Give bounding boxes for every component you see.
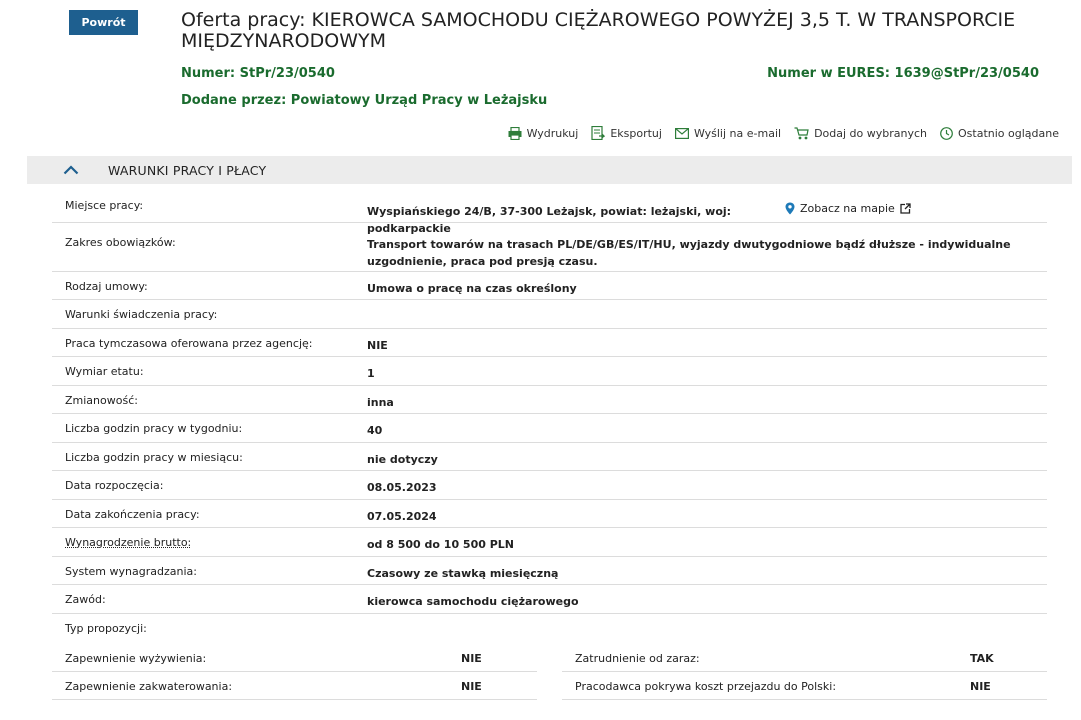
extra-value: NIE — [461, 680, 482, 693]
row-value: nie dotyczy — [367, 452, 438, 466]
extra-row — [562, 644, 1047, 672]
table-row — [52, 557, 1047, 586]
table-row — [52, 329, 1047, 358]
table-row — [52, 194, 1047, 235]
table-row — [52, 386, 1047, 415]
added-by-value: Powiatowy Urząd Pracy w Leżajsku — [290, 93, 548, 108]
table-row — [52, 471, 1047, 500]
extra-row — [52, 672, 537, 700]
row-label: Zmianowość: — [65, 393, 138, 407]
extra-label: Zapewnienie wyżywienia: — [65, 652, 207, 665]
eures-number: Numer w EURES: 1639@StPr/23/0540 — [767, 66, 1039, 81]
extra-row — [52, 644, 537, 672]
row-value: 1 — [367, 367, 375, 380]
row-value: 07.05.2024 — [367, 509, 437, 523]
print-label: Wydrukuj — [526, 126, 579, 140]
row-value: NIE — [367, 338, 388, 352]
table-row — [52, 223, 1047, 272]
row-value: 40 — [367, 424, 383, 437]
row-label: Data rozpoczęcia: — [65, 479, 164, 492]
row-label: Praca tymczasowa oferowana przez agencję: — [65, 336, 313, 350]
row-label: Warunki świadczenia pracy: — [65, 308, 218, 321]
table-row — [52, 414, 1047, 443]
row-label: Rodzaj umowy: — [65, 279, 148, 293]
extra-label: Zatrudnienie od zaraz: — [575, 652, 700, 665]
action-toolbar — [508, 126, 1059, 140]
extra-value: TAK — [970, 652, 994, 665]
row-value: kierowca samochodu ciężarowego — [367, 595, 579, 608]
section-title: WARUNKI PRACY I PŁACY — [108, 162, 267, 178]
email-label: Wyślij na e-mail — [693, 126, 782, 140]
map-pin-icon — [785, 202, 795, 215]
added-by — [181, 93, 547, 108]
extra-value: NIE — [970, 680, 991, 693]
export-label: Eksportuj — [610, 126, 662, 140]
chevron-up-icon[interactable] — [63, 165, 79, 175]
details-table — [52, 194, 1047, 642]
printer-icon — [508, 127, 522, 140]
envelope-icon — [675, 128, 689, 139]
table-row — [52, 500, 1047, 529]
page-title: Oferta pracy: KIEROWCA SAMOCHODU CIĘŻAROWEGO POWYŻEJ 3,5 T. W TRANSPORCIE MIĘDZYNARODOWYM — [181, 9, 1016, 52]
row-value: Wyspiańskiego 24/B, 37-300 Leżajsk, powiat: leżajski, woj: podkarpackie — [367, 205, 732, 235]
row-value: Umowa o pracę na czas określony — [367, 281, 577, 295]
table-row — [52, 300, 1047, 329]
row-value: 08.05.2023 — [367, 481, 437, 494]
extra-label: Pracodawca pokrywa koszt przejazdu do Polski: — [575, 680, 837, 693]
salary-label-tooltip[interactable]: Wynagrodzenie brutto: — [65, 536, 192, 549]
row-value: od 8 500 do 10 500 PLN — [367, 538, 515, 551]
row-label: Liczba godzin pracy w tygodniu: — [65, 422, 243, 435]
table-row — [52, 357, 1047, 386]
offer-number: Numer: StPr/23/0540 — [181, 66, 335, 81]
favorite-action[interactable] — [794, 126, 927, 140]
table-row — [52, 272, 1047, 301]
clock-icon — [940, 127, 953, 140]
favorite-label: Dodaj do wybranych — [814, 126, 928, 140]
print-action[interactable] — [508, 126, 579, 140]
row-label: Wymiar etatu: — [65, 365, 144, 378]
row-label: Zawód: — [65, 593, 106, 606]
export-icon — [591, 126, 605, 140]
cart-icon — [794, 127, 809, 140]
table-row — [52, 443, 1047, 472]
row-label: Typ propozycji: — [65, 621, 147, 635]
row-value: Transport towarów na trasach PL/DE/GB/ES/IT/HU, wyjazdy dwutygodniowe bądź dłuższe - indywidualne uzgodnienie, praca pod presją czasu. — [367, 237, 1011, 268]
extra-value: NIE — [461, 652, 482, 665]
added-by-label: Dodane przez: — [181, 93, 287, 108]
extra-row — [562, 672, 1047, 700]
external-link-icon — [900, 203, 911, 214]
extra-label: Zapewnienie zakwaterowania: — [65, 680, 233, 693]
export-action[interactable] — [591, 126, 662, 140]
table-row — [52, 528, 1047, 557]
back-button[interactable]: Powrót — [69, 10, 138, 35]
row-value: Czasowy ze stawką miesięczną — [367, 566, 559, 580]
row-label: Liczba godzin pracy w miesiącu: — [65, 450, 243, 464]
table-row — [52, 614, 1047, 643]
recent-action[interactable] — [940, 126, 1059, 140]
map-link-label: Zobacz na mapie — [800, 202, 895, 215]
table-row — [52, 585, 1047, 614]
map-link[interactable] — [785, 202, 911, 215]
recent-label: Ostatnio oglądane — [958, 126, 1059, 140]
row-label: Zakres obowiązków: — [65, 235, 176, 249]
row-value: inna — [367, 395, 394, 409]
row-label: System wynagradzania: — [65, 564, 197, 578]
section-header[interactable] — [27, 156, 1072, 184]
row-label: Data zakończenia pracy: — [65, 507, 200, 521]
email-action[interactable] — [675, 126, 781, 140]
row-label: Miejsce pracy: — [65, 199, 144, 212]
